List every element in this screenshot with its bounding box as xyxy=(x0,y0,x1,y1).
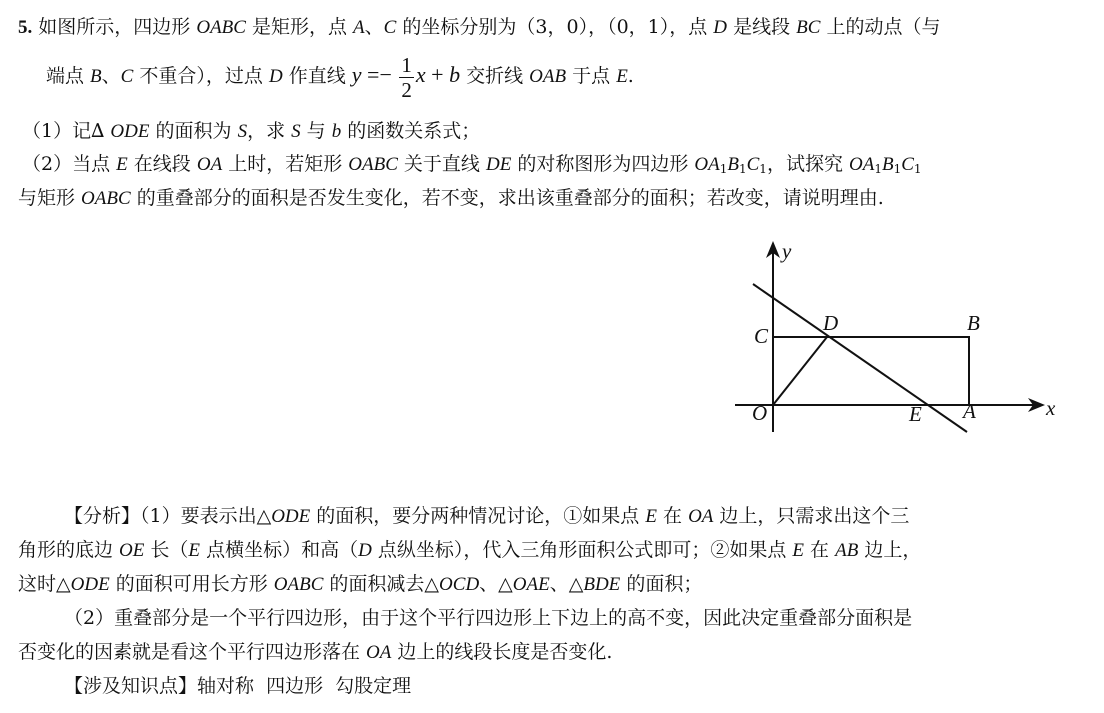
analysis-line-1: 【分析】（1）要表示出△ODE 的面积，要分两种情况讨论，①如果点 E 在 OA 边上，只需求出这个三 xyxy=(64,505,910,527)
problem-part-1: （1）记∆ ODE 的面积为 S，求 S 与 b 的函数关系式； xyxy=(22,120,481,142)
knowledge-points: 【涉及知识点】轴对称 四边形 勾股定理 xyxy=(64,675,412,697)
label-a: A xyxy=(963,399,976,423)
problem-stem-line-1: 5. 如图所示，四边形 OABC 是矩形，点 A、C 的坐标分别为（3，0），（0，1），点 D 是线段 BC 上的动点（与 xyxy=(18,16,941,38)
problem-part-2-line-2: 与矩形 OABC 的重叠部分的面积是否发生变化，若不变，求出该重叠部分的面积；若改变，请说明理由. xyxy=(18,187,884,209)
label-e: E xyxy=(909,402,922,426)
rectangle-oabc xyxy=(773,337,969,405)
problem-stem-line-2: 端点 B、C 不重合），过点 D 作直线 y =− $\frac{1}{2}$ x + b 交折线 OAB 于点 E. xyxy=(46,52,634,102)
analysis-line-4: （2）重叠部分是一个平行四边形，由于这个平行四边形上下边上的高不变，因此决定重叠部分面积是 xyxy=(64,607,913,629)
label-y: y xyxy=(782,239,792,263)
label-x: x xyxy=(1046,396,1056,420)
fraction-one-half: $\frac{1}{2}$ xyxy=(401,52,412,102)
label-c: C xyxy=(754,324,769,348)
analysis-line-2: 角形的底边 OE 长（E 点横坐标）和高（D 点纵坐标），代入三角形面积公式即可；②如果点 E 在 AB 边上， xyxy=(18,539,922,561)
line-de xyxy=(753,284,967,432)
label-b: B xyxy=(967,311,980,335)
label-o: O xyxy=(752,401,768,425)
problem-part-2-line-1: （2）当点 E 在线段 OA 上时，若矩形 OABC 关于直线 DE 的对称图形为四边形 $OA_1B_1C_1$，试探究 $OA_1B_1C_1$ xyxy=(22,153,922,176)
analysis-line-3: 这时△ODE 的面积可用长方形 OABC 的面积减去△OCD、△OAE、△BDE 的面积； xyxy=(18,573,703,595)
analysis-line-5: 否变化的因素就是看这个平行四边形落在 OA 边上的线段长度是否变化. xyxy=(18,641,613,663)
segment-od xyxy=(773,337,827,405)
equation-y: y xyxy=(351,62,362,87)
coordinate-figure xyxy=(720,230,1080,445)
label-d: D xyxy=(823,311,839,335)
problem-number: 5. xyxy=(18,17,33,38)
